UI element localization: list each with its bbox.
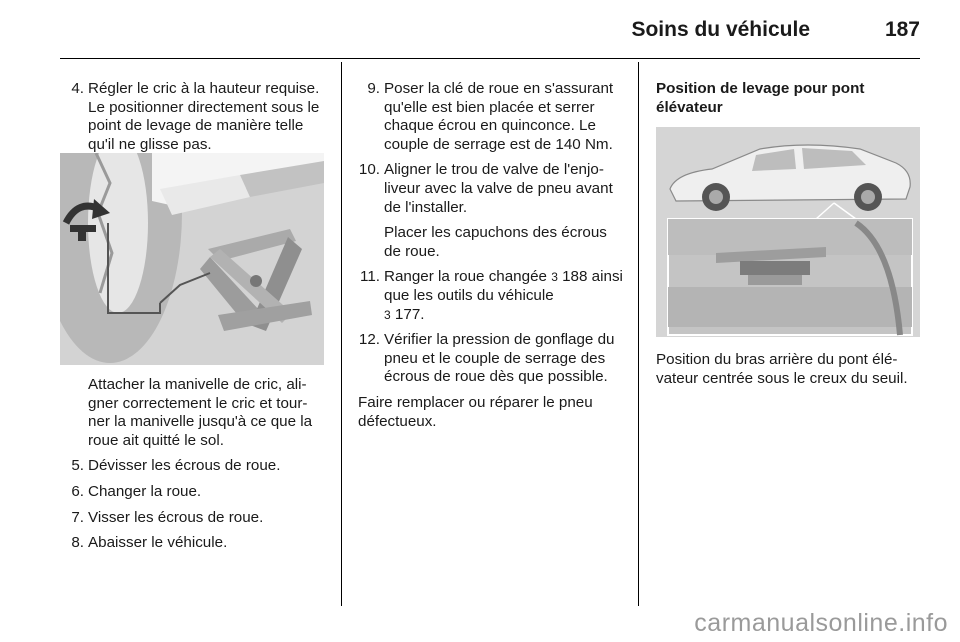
list-item: 11. Ranger la roue changée 3 188 ainsi que les outils du véhicule 3 177. (360, 268, 623, 323)
page-ref-arrow-icon: 3 (551, 270, 558, 285)
lift-point-illustration (656, 127, 920, 337)
list-item: 5. Dévisser les écrous de roue. (71, 457, 281, 475)
column-3-caption (656, 351, 928, 388)
page-title: Soins du véhicule (631, 18, 810, 41)
list-item: 4. Régler le cric à la hauteur requise. Le positionner directement sous le point de levage de manière telle qu'il ne glisse pas. (71, 80, 320, 153)
list-item: 7. Visser les écrous de roue. (71, 508, 264, 526)
column-divider (341, 62, 342, 606)
page-reference-link[interactable]: 188 (562, 268, 588, 286)
instruction-note: Placer les capuchons des écrous de roue. (384, 224, 607, 260)
instruction-paragraph: Attacher la manivelle de cric, ali-gner correctement le cric et tour-ner la manivelle jusqu'à ce que la roue ait quitté le sol. (88, 376, 313, 449)
instruction-paragraph: Faire remplacer ou réparer le pneu défectueux. (358, 393, 593, 430)
list-item: 10. Aligner le trou de valve de l'enjo-liveur avec la valve de pneu avant de l'installer. (358, 161, 613, 216)
list-item: 12. Vérifier la pression de gonflage du pneu et le couple de serrage des écrous de roue dès que possible. (358, 331, 615, 386)
page-reference-link[interactable]: 177. (394, 305, 425, 323)
column-1-continued (62, 376, 324, 553)
column-1 (62, 80, 324, 154)
list-item: 6. Changer la roue. (71, 482, 202, 500)
header-divider (60, 58, 920, 59)
list-item: 9. Poser la clé de roue en s'assurant qu'elle est bien placée et serrer chaque écrou en quinconce. Le couple de serrage est de 140 Nm. (367, 80, 614, 153)
list-item: 8. Abaisser le véhicule. (71, 534, 228, 552)
column-3 (656, 80, 920, 117)
column-2 (358, 80, 624, 431)
column-divider (638, 62, 639, 606)
page-number: 187 (884, 18, 920, 41)
watermark: carmanualsonline.info (694, 609, 948, 637)
page-ref-arrow-icon: 3 (384, 307, 391, 322)
jack-illustration (60, 153, 324, 365)
figure-caption: Position du bras arrière du pont élé-vateur centrée sous le creux du seuil. (656, 351, 908, 387)
section-heading: Position de levage pour pont élévateur (656, 80, 865, 116)
